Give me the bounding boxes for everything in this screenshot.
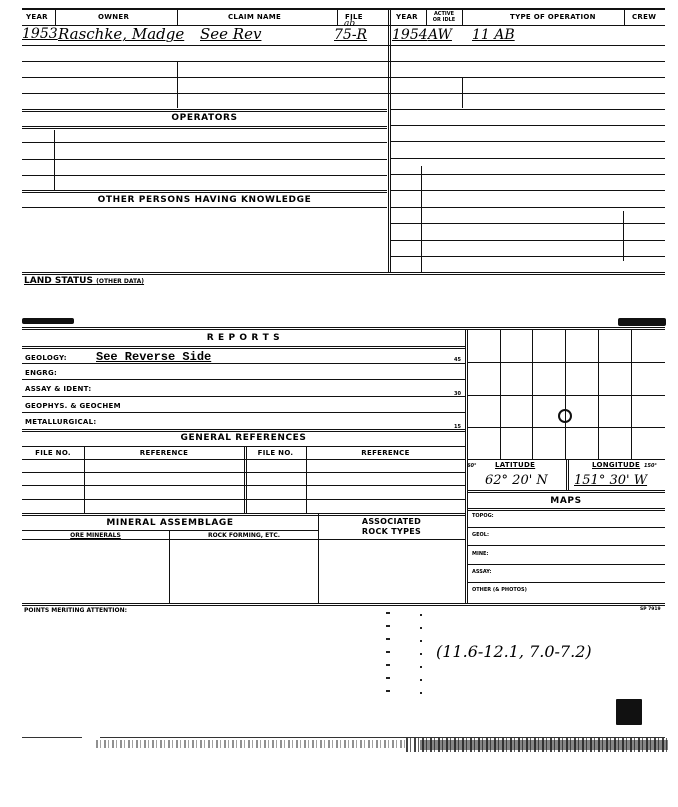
margin-15: 15 [454,424,461,430]
divider [306,446,307,513]
rule [467,490,665,493]
or-idle-label: OR IDLE [432,17,456,23]
maps-heading: MAPS [550,496,582,506]
owner-year: 1953 [22,26,58,42]
grid-line [532,329,533,459]
rule [22,142,387,143]
scan-mark [616,699,642,725]
rule [390,174,665,175]
rule [390,207,665,208]
rule [22,603,665,606]
maps-geol: GEOL: [472,532,489,538]
rule [390,141,665,142]
grid-line [500,329,501,459]
rule [22,346,465,349]
scan-dash-column [386,612,390,692]
ref-col-file-no: FILE NO. [35,449,71,457]
file-superscript: ab [344,19,356,29]
operators-heading: OPERATORS [171,113,238,123]
divider [462,78,463,108]
divider [54,130,55,190]
rule [467,582,665,583]
metallurgical-label: METALLURGICAL: [25,418,97,426]
rule [467,545,665,546]
rule [22,272,665,275]
rule [22,175,387,176]
grid-line [467,395,665,396]
rule [22,412,465,413]
maps-other-photos: OTHER (& PHOTOS) [472,587,527,593]
margin-30: 30 [454,391,461,397]
rule [22,379,465,380]
rule [467,564,665,565]
rule [467,527,665,528]
claim-name: See Rev [200,25,262,43]
rule [22,8,665,10]
other-persons-heading: OTHER PERSONS HAVING KNOWLEDGE [97,195,312,205]
longitude-label: LONGITUDE [592,461,641,469]
rock-forming-label: ROCK FORMING, ETC. [207,532,281,539]
rule [22,109,387,112]
scan-mark [618,318,666,326]
col-claim-name: CLAIM NAME [228,13,282,21]
land-status-sub: (OTHER DATA) [96,278,145,285]
rule [22,207,387,208]
divider [462,9,463,25]
geology-value: See Reverse Side [96,350,212,364]
location-marker [558,409,572,423]
rule [22,77,665,78]
geology-label: GEOLOGY: [25,354,67,362]
col-crew: CREW [632,13,657,21]
col-owner: OWNER [98,13,130,21]
longitude-value: 151° 30' W [574,473,648,488]
ref-col-reference-2: REFERENCE [361,449,410,457]
rule [22,327,665,330]
scan-line [22,737,82,738]
assay-ident-label: ASSAY & IDENT: [25,385,92,393]
scan-noise [96,740,406,748]
divider [426,9,427,25]
rule [22,530,318,531]
file-number: 75-R [334,27,368,43]
grid-line [598,329,599,459]
divider [169,530,170,604]
rule [22,363,465,364]
type-of-operation-value: 11 AB [472,27,515,43]
rule [22,126,387,129]
scan-band [420,740,668,750]
mineral-assemblage-heading: MINERAL ASSEMBLAGE [106,518,234,528]
reports-heading: R E P O R T S [206,333,281,343]
operation-year: 1954 [392,27,428,43]
scan-dot-column [420,614,422,694]
rule [22,159,387,160]
divider [244,446,247,513]
col-type-of-operation: TYPE OF OPERATION [510,13,596,21]
associated-label: ASSOCIATED [361,517,422,526]
latitude-label: LATITUDE [495,461,536,469]
rule [390,109,665,110]
rule [22,190,387,193]
divider [84,446,85,513]
grid-line [467,362,665,363]
rule [22,396,465,397]
scan-mark [22,318,74,324]
general-references-heading: GENERAL REFERENCES [180,433,307,443]
active-idle-value: AW [428,27,452,43]
rule [22,513,465,516]
divider [337,9,338,25]
divider [177,9,178,25]
owner-name: Raschke, Madge [58,25,185,43]
form-number: SP 7919 [640,607,661,612]
rule [467,508,665,511]
divider [421,166,422,273]
ore-minerals-label: ORE MINERALS [70,532,121,539]
grid-line [565,329,566,459]
rule [22,539,465,540]
margin-45: 45 [454,357,461,363]
rule [22,61,665,62]
rule [390,190,665,191]
divider [177,62,178,108]
rock-types-label: ROCK TYPES [361,527,422,536]
divider [55,9,56,25]
maps-assay: ASSAY: [472,569,492,575]
divider [566,460,569,490]
active-label: ACTIVE [433,11,455,17]
maps-mine: MINE: [472,551,489,557]
geophys-label: GEOPHYS. & GEOCHEM [25,402,121,410]
points-meriting-label: POINTS MERITING ATTENTION: [24,607,128,614]
col-file: FILE [345,13,363,21]
ref-col-file-no-2: FILE NO. [257,449,294,457]
maps-topog: TOPOG: [472,513,494,519]
lat-margin: 60° [467,463,477,469]
divider [623,211,624,261]
rule [22,93,665,94]
handwritten-note: (11.6-12.1, 7.0-7.2) [436,642,592,661]
rule [22,429,465,432]
rule [390,158,665,159]
divider [624,9,625,25]
rule [22,45,665,46]
land-status-label: LAND STATUS [24,276,93,286]
engrg-label: ENGRG: [25,369,58,377]
land-status-heading [24,276,144,286]
col-year: YEAR [26,13,48,21]
ref-col-reference: REFERENCE [139,449,189,457]
grid-line [631,329,632,459]
col-active-idle [429,11,459,23]
grid-line [467,427,665,428]
lon-margin: 150° [644,463,657,469]
rule [390,125,665,126]
latitude-value: 62° 20' N [485,473,548,488]
col-year-2: YEAR [396,13,418,21]
